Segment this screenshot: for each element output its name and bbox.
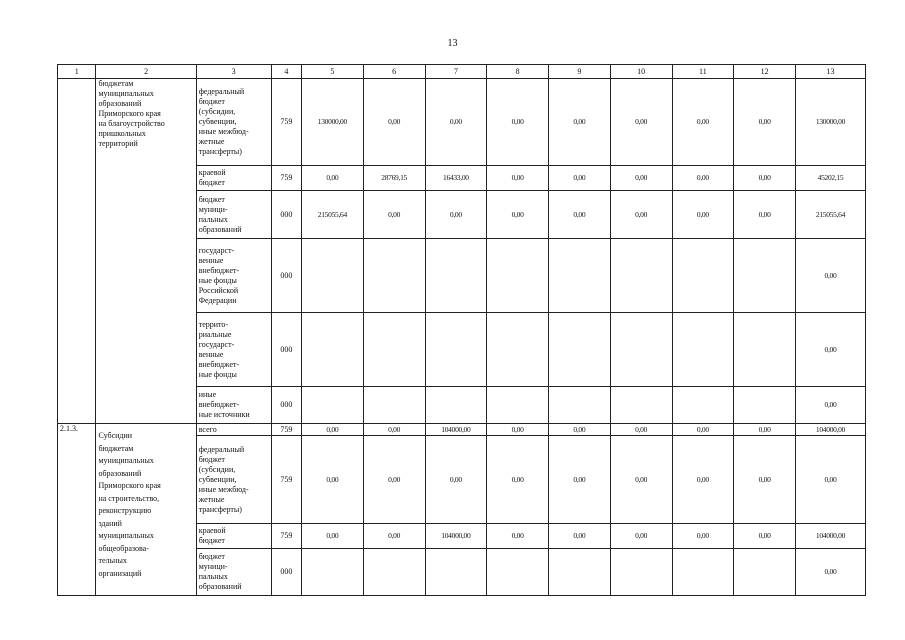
value-cell: 0,00 [302, 524, 364, 549]
total-value-cell: 104000,00 [796, 424, 866, 436]
column-header-3: 3 [196, 65, 271, 79]
funding-source: государст- венные внебюджет- ные фонды Российской Федерации [196, 239, 271, 313]
funding-source: бюджет муници- пальных образований [196, 549, 271, 596]
column-header-6: 6 [363, 65, 425, 79]
table-row [58, 79, 866, 166]
value-cell: 215055,64 [302, 191, 364, 239]
value-cell: 0,00 [549, 166, 611, 191]
column-header-5: 5 [302, 65, 364, 79]
value-cell: 0,00 [734, 191, 796, 239]
value-cell: 130000,00 [302, 79, 364, 166]
value-cell: 0,00 [672, 79, 734, 166]
total-value-cell: 0,00 [796, 549, 866, 596]
value-cell [363, 239, 425, 313]
value-cell: 0,00 [425, 191, 487, 239]
budget-code: 759 [271, 524, 301, 549]
item-name: Субсидии бюджетам муниципальных образований Приморского края на строительство, реконструкцию зданий муниципальных общеобразова- тельных организаций [96, 424, 196, 596]
value-cell: 0,00 [487, 524, 549, 549]
budget-code: 000 [271, 549, 301, 596]
funding-source: краевой бюджет [196, 524, 271, 549]
value-cell: 0,00 [734, 166, 796, 191]
funding-source: террито- риальные государст- венные внебюджет- ные фонды [196, 313, 271, 387]
total-value-cell: 0,00 [796, 436, 866, 524]
column-header-2: 2 [96, 65, 196, 79]
value-cell: 0,00 [487, 166, 549, 191]
column-header-9: 9 [549, 65, 611, 79]
value-cell: 0,00 [302, 166, 364, 191]
budget-code: 759 [271, 436, 301, 524]
total-value-cell: 130000,00 [796, 79, 866, 166]
funding-source: федеральный бюджет (субсидии, субвенции, иные межбюд- жетные трансферты) [196, 79, 271, 166]
value-cell [487, 549, 549, 596]
value-cell [549, 387, 611, 424]
funding-source: иные внебюджет- ные источники [196, 387, 271, 424]
value-cell: 0,00 [610, 79, 672, 166]
value-cell: 0,00 [610, 524, 672, 549]
value-cell: 0,00 [672, 424, 734, 436]
value-cell: 0,00 [363, 79, 425, 166]
budget-code: 000 [271, 191, 301, 239]
value-cell: 0,00 [425, 79, 487, 166]
value-cell: 0,00 [734, 436, 796, 524]
value-cell [363, 549, 425, 596]
value-cell [302, 549, 364, 596]
value-cell: 0,00 [734, 524, 796, 549]
column-header-7: 7 [425, 65, 487, 79]
value-cell: 0,00 [487, 191, 549, 239]
value-cell: 0,00 [549, 424, 611, 436]
value-cell: 0,00 [610, 191, 672, 239]
value-cell [425, 239, 487, 313]
value-cell: 0,00 [610, 424, 672, 436]
value-cell: 0,00 [610, 166, 672, 191]
value-cell [487, 313, 549, 387]
value-cell: 0,00 [549, 191, 611, 239]
value-cell [734, 239, 796, 313]
item-code: 2.1.3. [58, 424, 96, 596]
value-cell [734, 387, 796, 424]
value-cell [302, 239, 364, 313]
total-value-cell: 104000,00 [796, 524, 866, 549]
total-value-cell: 0,00 [796, 387, 866, 424]
funding-source: бюджет муници- пальных образований [196, 191, 271, 239]
value-cell [734, 549, 796, 596]
value-cell: 0,00 [549, 79, 611, 166]
value-cell [425, 313, 487, 387]
total-value-cell: 0,00 [796, 313, 866, 387]
value-cell: 0,00 [425, 436, 487, 524]
value-cell: 104000,00 [425, 424, 487, 436]
header-row [58, 65, 866, 79]
value-cell [672, 239, 734, 313]
value-cell [487, 387, 549, 424]
value-cell [302, 387, 364, 424]
value-cell [549, 549, 611, 596]
budget-table [57, 64, 866, 596]
value-cell [363, 313, 425, 387]
value-cell [610, 239, 672, 313]
value-cell: 0,00 [672, 166, 734, 191]
column-header-11: 11 [672, 65, 734, 79]
value-cell [549, 313, 611, 387]
value-cell [425, 387, 487, 424]
value-cell [549, 239, 611, 313]
total-value-cell: 45202,15 [796, 166, 866, 191]
funding-source: краевой бюджет [196, 166, 271, 191]
value-cell [672, 387, 734, 424]
total-value-cell: 215055,64 [796, 191, 866, 239]
value-cell [302, 313, 364, 387]
value-cell [610, 549, 672, 596]
value-cell [487, 239, 549, 313]
value-cell: 0,00 [363, 436, 425, 524]
budget-code: 759 [271, 79, 301, 166]
value-cell: 28769,15 [363, 166, 425, 191]
value-cell [734, 313, 796, 387]
value-cell: 0,00 [487, 436, 549, 524]
value-cell: 0,00 [734, 424, 796, 436]
value-cell: 0,00 [302, 424, 364, 436]
value-cell: 0,00 [487, 424, 549, 436]
item-code [58, 79, 96, 424]
value-cell [610, 387, 672, 424]
value-cell: 0,00 [363, 191, 425, 239]
value-cell: 0,00 [549, 524, 611, 549]
value-cell: 0,00 [487, 79, 549, 166]
funding-source: всего [196, 424, 271, 436]
value-cell [672, 549, 734, 596]
value-cell: 0,00 [672, 191, 734, 239]
column-header-4: 4 [271, 65, 301, 79]
column-header-10: 10 [610, 65, 672, 79]
budget-code: 759 [271, 424, 301, 436]
value-cell: 0,00 [734, 79, 796, 166]
value-cell [672, 313, 734, 387]
budget-code: 000 [271, 239, 301, 313]
value-cell: 0,00 [672, 436, 734, 524]
budget-code: 000 [271, 313, 301, 387]
funding-source: федеральный бюджет (субсидии, субвенции, иные межбюд- жетные трансферты) [196, 436, 271, 524]
value-cell: 0,00 [549, 436, 611, 524]
value-cell: 16433,00 [425, 166, 487, 191]
column-header-8: 8 [487, 65, 549, 79]
value-cell [425, 549, 487, 596]
column-header-1: 1 [58, 65, 96, 79]
value-cell: 0,00 [610, 436, 672, 524]
value-cell [610, 313, 672, 387]
table-row [58, 424, 866, 436]
value-cell: 0,00 [672, 524, 734, 549]
item-name: бюджетам муниципальных образований Приморского края на благоустройство пришкольных территорий [96, 79, 196, 424]
value-cell: 0,00 [302, 436, 364, 524]
budget-code: 000 [271, 387, 301, 424]
column-header-13: 13 [796, 65, 866, 79]
total-value-cell: 0,00 [796, 239, 866, 313]
budget-code: 759 [271, 166, 301, 191]
value-cell: 0,00 [363, 424, 425, 436]
value-cell: 104000,00 [425, 524, 487, 549]
column-header-12: 12 [734, 65, 796, 79]
value-cell [363, 387, 425, 424]
value-cell: 0,00 [363, 524, 425, 549]
page-number: 13 [447, 38, 458, 49]
